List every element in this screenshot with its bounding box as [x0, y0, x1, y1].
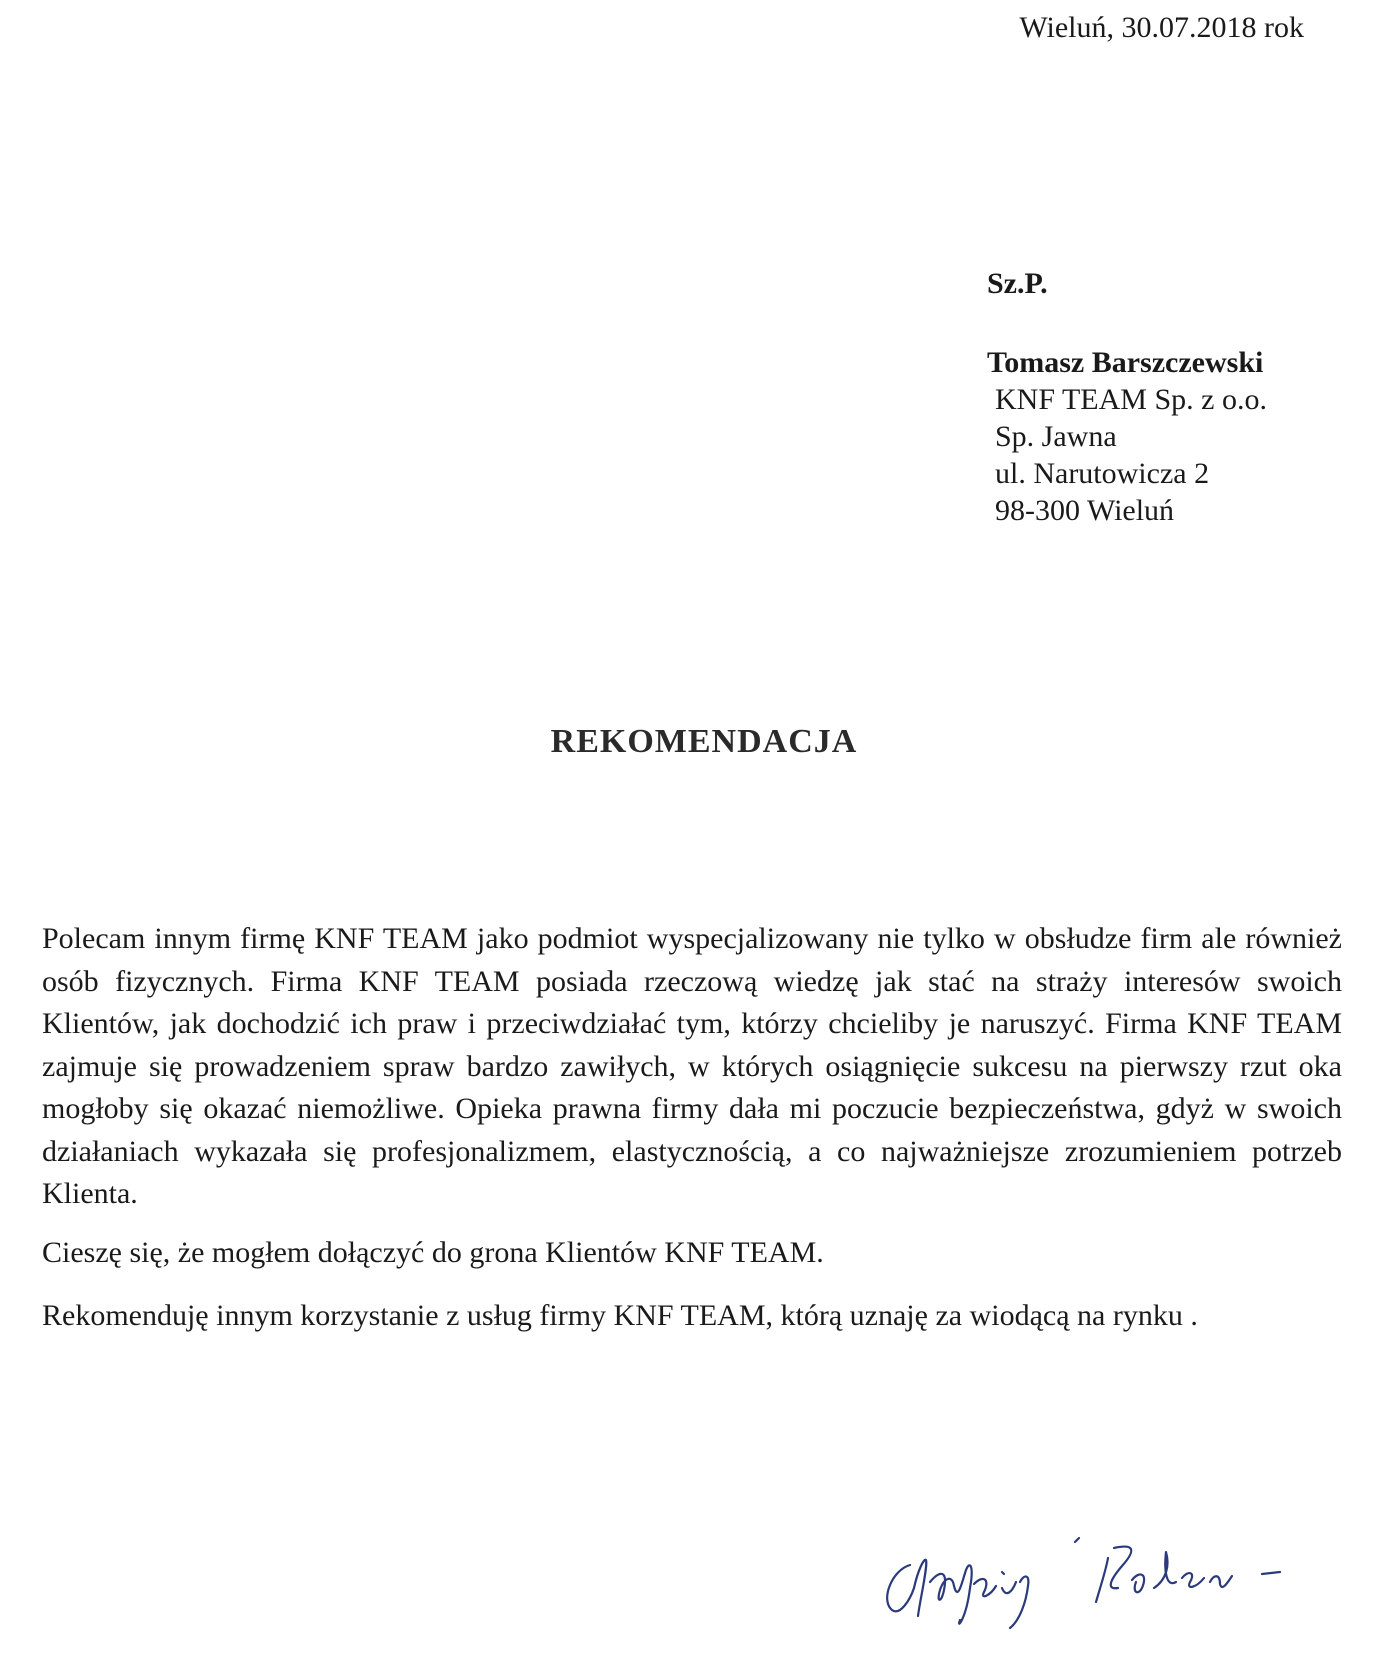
recipient-address-line: 98-300 Wieluń: [995, 494, 1175, 527]
document-title: REKOMENDACJA: [550, 723, 858, 760]
place-date: Wieluń, 30.07.2018 rok: [1019, 11, 1304, 44]
body-paragraph: Rekomenduję innym korzystanie z usług firmy KNF TEAM, którą uznaję za wiodącą na rynku .: [42, 1299, 1198, 1332]
letter-body: [42, 918, 1342, 1338]
recipient-block: [987, 344, 1267, 529]
recipient-address-line: ul. Narutowicza 2: [995, 457, 1210, 490]
body-paragraph: Cieszę się, że mogłem dołączyć do grona Klientów KNF TEAM.: [42, 1235, 824, 1269]
salutation: Sz.P.: [987, 267, 1048, 300]
recipient-address-line: Sp. Jawna: [995, 420, 1117, 453]
recipient-address-line: KNF TEAM Sp. z o.o.: [995, 383, 1267, 416]
recipient-name: Tomasz Barszczewski: [987, 346, 1264, 379]
handwritten-signature-icon: [870, 1470, 1350, 1630]
body-paragraph: Polecam innym firmę KNF TEAM jako podmiot wyspecjalizowany nie tylko w obsłudze firm ale również osób fizycznych. Firma KNF TEAM posiada rzeczową wiedzę jak stać na straży interesów swoich Klientów, jak dochodzić ich praw i przeciwdziałać tym, którzy chcieliby je naruszyć. Firma KNF TEAM zajmuje się prowadzeniem spraw bardzo zawiłych, w których osiągnięcie sukcesu na pierwszy rzut oka mogłoby się okazać niemożliwe. Opieka prawna firmy dała mi poczucie bezpieczeństwa, gdyż w swoich działaniach wykazała się profesjonalizmem, elastycznością, a co najważniejsze zrozumieniem potrzeb Klienta.: [42, 922, 1342, 1210]
